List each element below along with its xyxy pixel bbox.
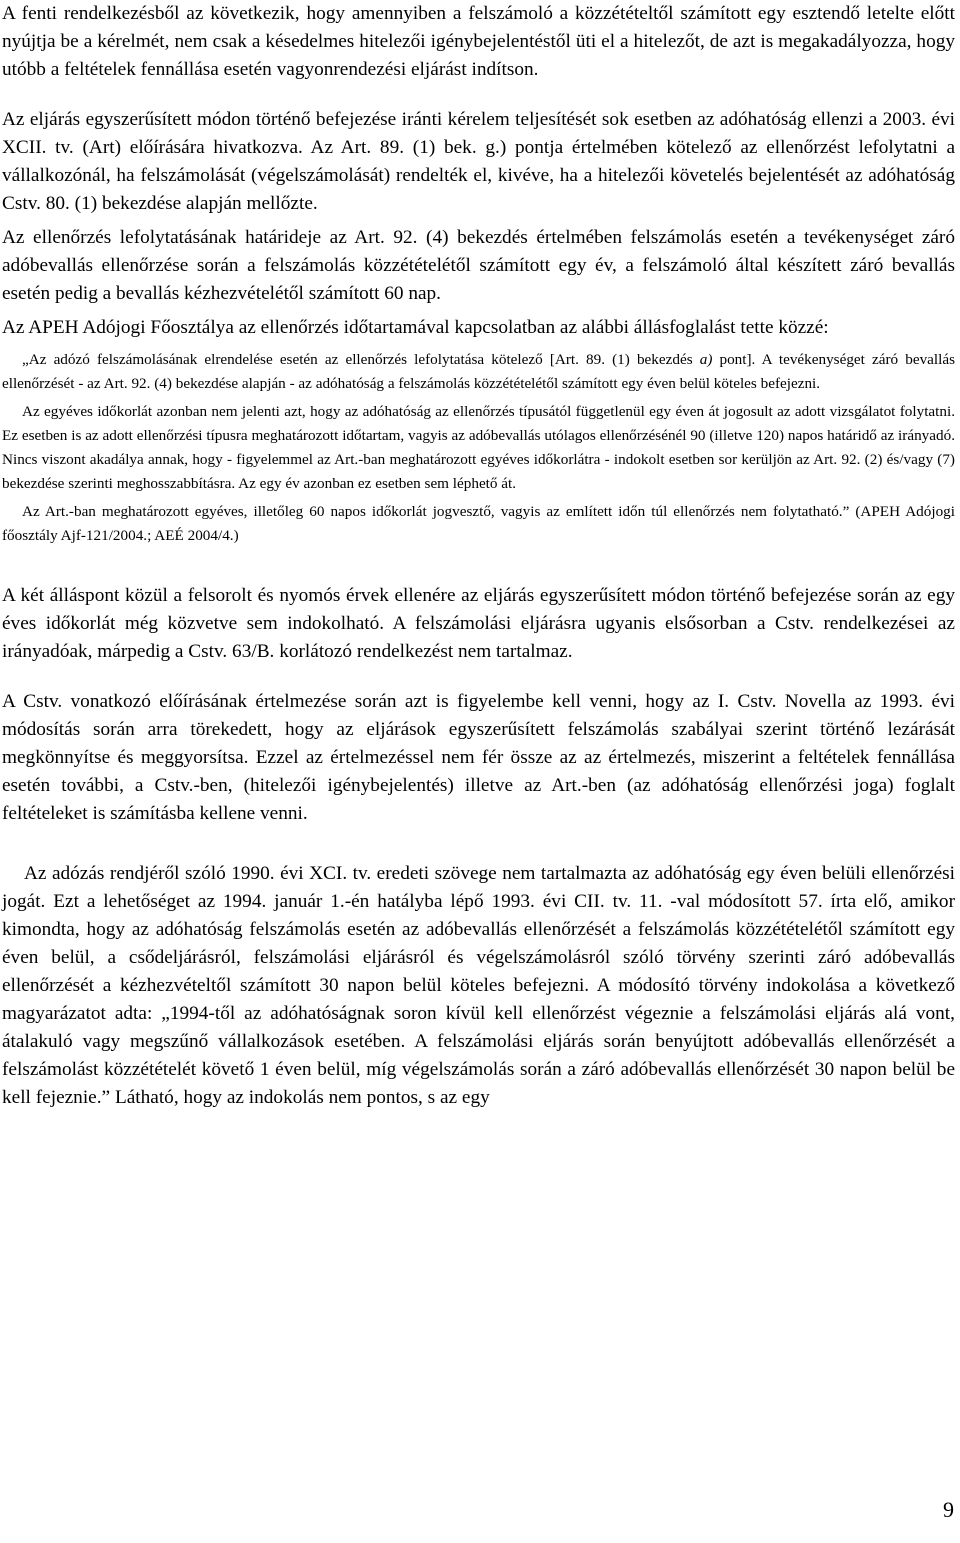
paragraph-6: A Cstv. vonatkozó előírásának értelmezése során azt is figyelembe kell venni, hogy az I. Cstv. Novella az 1993. évi módosítás során arra törekedett, hogy az eljárások egyszerűsített felszámolás szabályai szerint történő lezárását megkönnyítse és meggyorsítsa. Ezzel az értelmezéssel nem fér össze az az értelmezés, miszerint a feltételek fennállása esetén további, a Cstv.-ben, (hitelezői igénybejelentés) illetve az Art.-ben (az adóhatóság ellenőrzési joga) foglalt feltételeket is számításba kellene venni. (2, 691, 955, 824)
quote-text: „Az adózó felszámolásának elrendelése esetén az ellenőrzés lefolytatása kötelező [Art. 89. (1) bekezdés (22, 351, 700, 368)
quote-block (2, 348, 955, 548)
paragraph-5: A két álláspont közül a felsorolt és nyomós érvek ellenére az eljárás egyszerűsített módon történő befejezése során az egy éves időkorlát még közvetve sem indokolható. A felszámolási eljárásra ugyanis elsősorban a Cstv. rendelkezései az irányadóak, márpedig a Cstv. 63/B. korlátozó rendelkezést nem tartalmaz. (2, 585, 955, 662)
quote-text: pont]. A tevékenységet záró bevallás ellenőrzését - az Art. 92. (4) bekezdése alapján - az adóhatóság a felszámolás közzétételétől számított egy éven belül köteles befejezni. (2, 351, 956, 392)
quote-italic: a) (699, 351, 713, 368)
paragraph-4: Az APEH Adójogi Főosztálya az ellenőrzés időtartamával kapcsolatban az alábbi állásfoglalást tette közzé: (2, 317, 829, 338)
paragraph-3: Az ellenőrzés lefolytatásának határideje az Art. 92. (4) bekezdés értelmében felszámolás esetén a tevékenységet záró adóbevallás ellenőrzése során a felszámolás közzétételétől számított egy év, a felszámoló által készített záró bevallás esetén pedig a bevallás kézhezvételétől számított 60 nap. (2, 227, 955, 304)
quote-paragraph-2: Az egyéves időkorlát azonban nem jelenti azt, hogy az adóhatóság az ellenőrzés típusától függetlenül egy éven át jogosult az adott vizsgálatot folytatni. Ez esetben is az adott ellenőrzési típusra meghatározott időtartam, vagyis az adóbevallás utólagos ellenőrzésénél 90 (illetve 120) napos határidő az irányadó. Nincs viszont akadálya annak, hogy - figyelemmel az Art.-ban meghatározott egyéves időkorlátra - indokolt esetben sor kerüljön az Art. 92. (2) és/vagy (7) bekezdése szerinti meghosszabbításra. Az egy év azonban ez esetben sem léphető át. (2, 403, 955, 492)
quote-paragraph-3: Az Art.-ban meghatározott egyéves, illetőleg 60 napos időkorlát jogvesztő, vagyis az említett időn túl ellenőrzés nem folytatható.” (APEH Adójogi főosztály Ajf-121/2004.; AEÉ 2004/4.) (2, 503, 955, 544)
paragraph-7: Az adózás rendjéről szóló 1990. évi XCI. tv. eredeti szövege nem tartalmazta az adóhatóság egy éven belüli ellenőrzési jogát. Ezt a lehetőséget az 1994. január 1.-én hatályba lépő 1993. évi CII. tv. 11. -val módosított 57. írta elő, amikor kimondta, hogy az adóhatóság felszámolás esetén az adóbevallás ellenőrzését a felszámolás közzétételétől számított egy éven belül, a csődeljárásról, felszámolási eljárásról és végelszámolásról szóló törvény szerinti záró adóbevallás ellenőrzését a kézhezvételtől számított 30 napon belül köteles befejezni. A módosító törvény indokolása a következő magyarázatot adta: „1994-től az adóhatóságnak soron kívül kell ellenőrzést végeznie a felszámolási eljárás alá vont, átalakuló vagy megszűnő vállalkozások esetében. A felszámolási eljárás során benyújtott adóbevallás ellenőrzését a felszámolást közzétételét követő 1 éven belül, míg végelszámolás során a záró adóbevallás ellenőrzését 30 napon belül be kell fejeznie.” Látható, hogy az indokolás nem pontos, s az egy (2, 863, 955, 1108)
quote-paragraph-1 (2, 348, 955, 396)
paragraph-2: Az eljárás egyszerűsített módon történő befejezése iránti kérelem teljesítését sok esetben az adóhatóság ellenzi a 2003. évi XCII. tv. (Art) előírására hivatkozva. Az Art. 89. (1) bek. g.) pontja értelmében kötelező az ellenőrzést lefolytatni a vállalkozónál, ha felszámolását (végelszámolását) rendelték el, kivéve, ha a hitelezői követelés bejelentését az adóhatóság Cstv. 80. (1) bekezdése alapján mellőzte. (2, 109, 955, 214)
paragraph-1: A fenti rendelkezésből az következik, hogy amennyiben a felszámoló a közzétételtől számított egy esztendő letelte előtt nyújtja be a kérelmét, nem csak a késedelmes hitelezői igénybejelentéstől üti el a hitelezőt, de azt is megakadályozza, hogy utóbb a feltételek fennállása esetén vagyonrendezési eljárást indítson. (2, 3, 955, 80)
page-number: 9 (943, 1497, 954, 1522)
